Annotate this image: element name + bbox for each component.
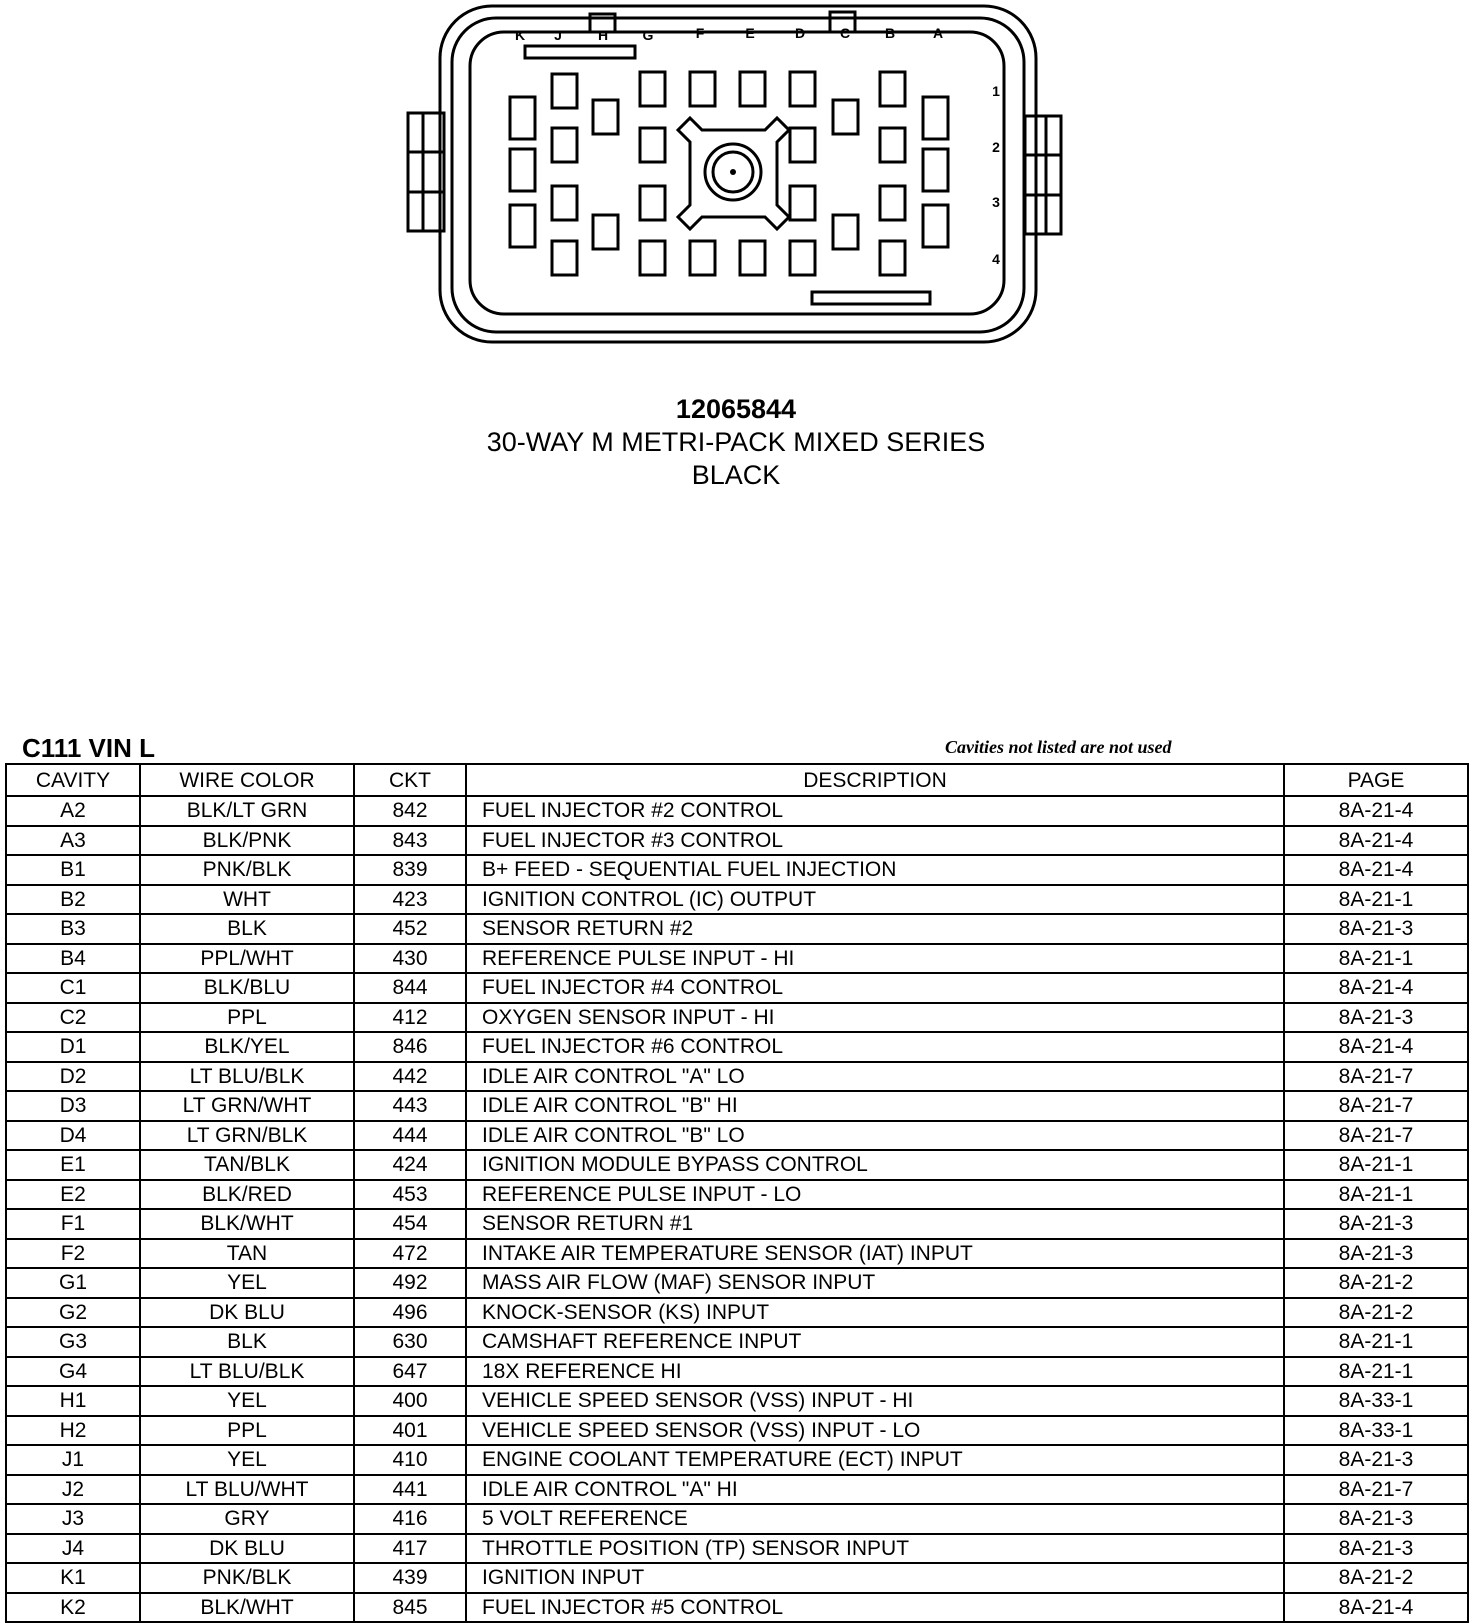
header-wire-color: WIRE COLOR	[140, 764, 354, 796]
cavity-cell: D2	[6, 1062, 140, 1092]
wire-color-cell: YEL	[140, 1445, 354, 1475]
ckt-cell: 843	[354, 826, 466, 856]
wire-color-cell: LT GRN/BLK	[140, 1121, 354, 1151]
table-row	[6, 1239, 1468, 1269]
description-cell: REFERENCE PULSE INPUT - LO	[466, 1180, 1284, 1210]
page-cell: 8A-21-3	[1284, 1504, 1468, 1534]
description-cell: IGNITION MODULE BYPASS CONTROL	[466, 1150, 1284, 1180]
table-row	[6, 914, 1468, 944]
ckt-cell: 842	[354, 796, 466, 826]
table-row	[6, 855, 1468, 885]
page-cell: 8A-21-3	[1284, 1445, 1468, 1475]
table-body	[6, 796, 1468, 1622]
table-row	[6, 1504, 1468, 1534]
wire-color-cell: YEL	[140, 1386, 354, 1416]
cavity-cell: G1	[6, 1268, 140, 1298]
description-cell: IDLE AIR CONTROL "A" LO	[466, 1062, 1284, 1092]
table-row	[6, 1416, 1468, 1446]
cavity-cell: J4	[6, 1534, 140, 1564]
page-cell: 8A-21-3	[1284, 1209, 1468, 1239]
column-letter-j: J	[554, 27, 562, 43]
description-cell: IDLE AIR CONTROL "B" LO	[466, 1121, 1284, 1151]
table-row	[6, 1357, 1468, 1387]
wire-color-cell: PPL	[140, 1416, 354, 1446]
wire-color-cell: BLK/YEL	[140, 1032, 354, 1062]
column-letter-d: D	[794, 25, 806, 41]
description-cell: FUEL INJECTOR #3 CONTROL	[466, 826, 1284, 856]
wire-color-cell: BLK/WHT	[140, 1209, 354, 1239]
row-number-2: 2	[992, 139, 1000, 155]
row-number-3: 3	[992, 194, 1000, 210]
wire-color-cell: PPL/WHT	[140, 944, 354, 974]
wire-color-cell: BLK/WHT	[140, 1593, 354, 1623]
page-cell: 8A-33-1	[1284, 1386, 1468, 1416]
wire-color-cell: DK BLU	[140, 1298, 354, 1328]
page-cell: 8A-21-4	[1284, 1032, 1468, 1062]
page-cell: 8A-21-1	[1284, 1150, 1468, 1180]
wire-color-cell: BLK/LT GRN	[140, 796, 354, 826]
wire-color-cell: LT BLU/BLK	[140, 1062, 354, 1092]
page-cell: 8A-21-7	[1284, 1121, 1468, 1151]
wire-color-cell: YEL	[140, 1268, 354, 1298]
column-letter-e: E	[745, 25, 755, 41]
description-cell: VEHICLE SPEED SENSOR (VSS) INPUT - HI	[466, 1386, 1284, 1416]
table-row	[6, 1593, 1468, 1623]
cavity-cell: C2	[6, 1003, 140, 1033]
cavity-cell: G4	[6, 1357, 140, 1387]
ckt-cell: 442	[354, 1062, 466, 1092]
cavity-cell: A3	[6, 826, 140, 856]
cavity-cell: B1	[6, 855, 140, 885]
description-cell: FUEL INJECTOR #6 CONTROL	[466, 1032, 1284, 1062]
description-cell: IGNITION INPUT	[466, 1563, 1284, 1593]
page-cell: 8A-21-2	[1284, 1563, 1468, 1593]
page-cell: 8A-21-1	[1284, 1180, 1468, 1210]
description-cell: FUEL INJECTOR #2 CONTROL	[466, 796, 1284, 826]
table-row	[6, 1445, 1468, 1475]
wire-color-cell: BLK	[140, 1327, 354, 1357]
description-cell: MASS AIR FLOW (MAF) SENSOR INPUT	[466, 1268, 1284, 1298]
table-header-row	[6, 764, 1468, 796]
unused-cavities-note: Cavities not listed are not used	[945, 737, 1172, 757]
description-cell: B+ FEED - SEQUENTIAL FUEL INJECTION	[466, 855, 1284, 885]
wire-color-cell: TAN/BLK	[140, 1150, 354, 1180]
wire-color-cell: LT BLU/BLK	[140, 1357, 354, 1387]
description-cell: THROTTLE POSITION (TP) SENSOR INPUT	[466, 1534, 1284, 1564]
ckt-cell: 416	[354, 1504, 466, 1534]
wire-color-cell: BLK/PNK	[140, 826, 354, 856]
page-cell: 8A-21-4	[1284, 973, 1468, 1003]
column-letter-g: G	[642, 27, 654, 43]
table-row	[6, 1563, 1468, 1593]
connector-color: BLACK	[691, 460, 781, 490]
wire-color-cell: DK BLU	[140, 1534, 354, 1564]
ckt-cell: 401	[354, 1416, 466, 1446]
header-cavity: CAVITY	[6, 764, 140, 796]
cavity-cell: D3	[6, 1091, 140, 1121]
description-cell: OXYGEN SENSOR INPUT - HI	[466, 1003, 1284, 1033]
wire-color-cell: PPL	[140, 1003, 354, 1033]
description-cell: ENGINE COOLANT TEMPERATURE (ECT) INPUT	[466, 1445, 1284, 1475]
page-cell: 8A-21-1	[1284, 885, 1468, 915]
table-row	[6, 973, 1468, 1003]
ckt-cell: 453	[354, 1180, 466, 1210]
description-cell: 18X REFERENCE HI	[466, 1357, 1284, 1387]
page-cell: 8A-21-7	[1284, 1475, 1468, 1505]
right-latch	[1025, 116, 1061, 234]
cavity-cell: E2	[6, 1180, 140, 1210]
table-row	[6, 1062, 1468, 1092]
page-cell: 8A-21-4	[1284, 826, 1468, 856]
ckt-cell: 410	[354, 1445, 466, 1475]
connector-type: 30-WAY M METRI-PACK MIXED SERIES	[486, 427, 986, 457]
page-cell: 8A-21-7	[1284, 1091, 1468, 1121]
table-row	[6, 1534, 1468, 1564]
table-row	[6, 1327, 1468, 1357]
table-row	[6, 796, 1468, 826]
cavity-cell: H1	[6, 1386, 140, 1416]
ckt-cell: 845	[354, 1593, 466, 1623]
header-ckt: CKT	[354, 764, 466, 796]
description-cell: FUEL INJECTOR #5 CONTROL	[466, 1593, 1284, 1623]
wire-color-cell: LT GRN/WHT	[140, 1091, 354, 1121]
row-number-1: 1	[992, 83, 1000, 99]
ckt-cell: 439	[354, 1563, 466, 1593]
ckt-cell: 844	[354, 973, 466, 1003]
part-number: 12065844	[675, 394, 797, 424]
description-cell: CAMSHAFT REFERENCE INPUT	[466, 1327, 1284, 1357]
cavity-cell: E1	[6, 1150, 140, 1180]
ckt-cell: 492	[354, 1268, 466, 1298]
ckt-cell: 454	[354, 1209, 466, 1239]
cavity-cell: G2	[6, 1298, 140, 1328]
ckt-cell: 430	[354, 944, 466, 974]
cavity-cell: D1	[6, 1032, 140, 1062]
ckt-cell: 839	[354, 855, 466, 885]
page-cell: 8A-21-2	[1284, 1268, 1468, 1298]
page-cell: 8A-21-1	[1284, 944, 1468, 974]
table-row	[6, 1209, 1468, 1239]
cavity-cell: K2	[6, 1593, 140, 1623]
table-row	[6, 1032, 1468, 1062]
description-cell: IDLE AIR CONTROL "B" HI	[466, 1091, 1284, 1121]
page-cell: 8A-21-2	[1284, 1298, 1468, 1328]
page-cell: 8A-21-3	[1284, 914, 1468, 944]
table-row	[6, 1298, 1468, 1328]
table-row	[6, 1003, 1468, 1033]
wire-color-cell: TAN	[140, 1239, 354, 1269]
column-letter-a: A	[932, 25, 944, 41]
table-row	[6, 1150, 1468, 1180]
column-letter-k: K	[514, 27, 526, 43]
description-cell: SENSOR RETURN #1	[466, 1209, 1284, 1239]
ckt-cell: 452	[354, 914, 466, 944]
page-cell: 8A-21-4	[1284, 796, 1468, 826]
connector-face-diagram	[400, 0, 1070, 350]
column-letter-h: H	[597, 27, 609, 43]
column-letter-b: B	[884, 25, 896, 41]
cavity-cell: F1	[6, 1209, 140, 1239]
ckt-cell: 472	[354, 1239, 466, 1269]
table-row	[6, 885, 1468, 915]
ckt-cell: 441	[354, 1475, 466, 1505]
cavity-cell: F2	[6, 1239, 140, 1269]
page-cell: 8A-21-1	[1284, 1357, 1468, 1387]
cavity-cell: A2	[6, 796, 140, 826]
description-cell: VEHICLE SPEED SENSOR (VSS) INPUT - LO	[466, 1416, 1284, 1446]
cavity-cell: B3	[6, 914, 140, 944]
table-row	[6, 1475, 1468, 1505]
page-cell: 8A-21-3	[1284, 1534, 1468, 1564]
pinout-table	[5, 763, 1469, 1623]
table-row	[6, 1268, 1468, 1298]
ckt-cell: 443	[354, 1091, 466, 1121]
wire-color-cell: BLK/RED	[140, 1180, 354, 1210]
wire-color-cell: BLK	[140, 914, 354, 944]
ckt-cell: 400	[354, 1386, 466, 1416]
ckt-cell: 417	[354, 1534, 466, 1564]
table-row	[6, 944, 1468, 974]
header-page: PAGE	[1284, 764, 1468, 796]
wire-color-cell: PNK/BLK	[140, 1563, 354, 1593]
table-row	[6, 1091, 1468, 1121]
wire-color-cell: WHT	[140, 885, 354, 915]
page-cell: 8A-21-1	[1284, 1327, 1468, 1357]
description-cell: REFERENCE PULSE INPUT - HI	[466, 944, 1284, 974]
table-row	[6, 1121, 1468, 1151]
cavity-cell: B2	[6, 885, 140, 915]
description-cell: IGNITION CONTROL (IC) OUTPUT	[466, 885, 1284, 915]
ckt-cell: 412	[354, 1003, 466, 1033]
page-cell: 8A-21-4	[1284, 1593, 1468, 1623]
description-cell: FUEL INJECTOR #4 CONTROL	[466, 973, 1284, 1003]
wire-color-cell: BLK/BLU	[140, 973, 354, 1003]
page-cell: 8A-33-1	[1284, 1416, 1468, 1446]
ckt-cell: 630	[354, 1327, 466, 1357]
ckt-cell: 846	[354, 1032, 466, 1062]
cavity-cell: G3	[6, 1327, 140, 1357]
cavity-cell: D4	[6, 1121, 140, 1151]
ckt-cell: 647	[354, 1357, 466, 1387]
description-cell: KNOCK-SENSOR (KS) INPUT	[466, 1298, 1284, 1328]
ckt-cell: 424	[354, 1150, 466, 1180]
column-letter-c: C	[839, 25, 851, 41]
cavity-cell: J2	[6, 1475, 140, 1505]
page-cell: 8A-21-4	[1284, 855, 1468, 885]
ckt-cell: 423	[354, 885, 466, 915]
table-row	[6, 1180, 1468, 1210]
page-cell: 8A-21-3	[1284, 1003, 1468, 1033]
cavity-cell: K1	[6, 1563, 140, 1593]
page-cell: 8A-21-3	[1284, 1239, 1468, 1269]
ckt-cell: 444	[354, 1121, 466, 1151]
ckt-cell: 496	[354, 1298, 466, 1328]
connector-table-title: C111 VIN L	[22, 733, 155, 763]
description-cell: INTAKE AIR TEMPERATURE SENSOR (IAT) INPUT	[466, 1239, 1284, 1269]
header-description: DESCRIPTION	[466, 764, 1284, 796]
cavity-cell: H2	[6, 1416, 140, 1446]
cavity-cell: J1	[6, 1445, 140, 1475]
page-cell: 8A-21-7	[1284, 1062, 1468, 1092]
table-row	[6, 826, 1468, 856]
center-bolt-icon	[730, 169, 736, 175]
column-letter-f: F	[695, 25, 705, 41]
cavity-cell: B4	[6, 944, 140, 974]
row-number-4: 4	[992, 251, 1000, 267]
description-cell: 5 VOLT REFERENCE	[466, 1504, 1284, 1534]
description-cell: SENSOR RETURN #2	[466, 914, 1284, 944]
wire-color-cell: PNK/BLK	[140, 855, 354, 885]
description-cell: IDLE AIR CONTROL "A" HI	[466, 1475, 1284, 1505]
cavity-cell: J3	[6, 1504, 140, 1534]
wire-color-cell: GRY	[140, 1504, 354, 1534]
wire-color-cell: LT BLU/WHT	[140, 1475, 354, 1505]
cavity-cell: C1	[6, 973, 140, 1003]
table-row	[6, 1386, 1468, 1416]
